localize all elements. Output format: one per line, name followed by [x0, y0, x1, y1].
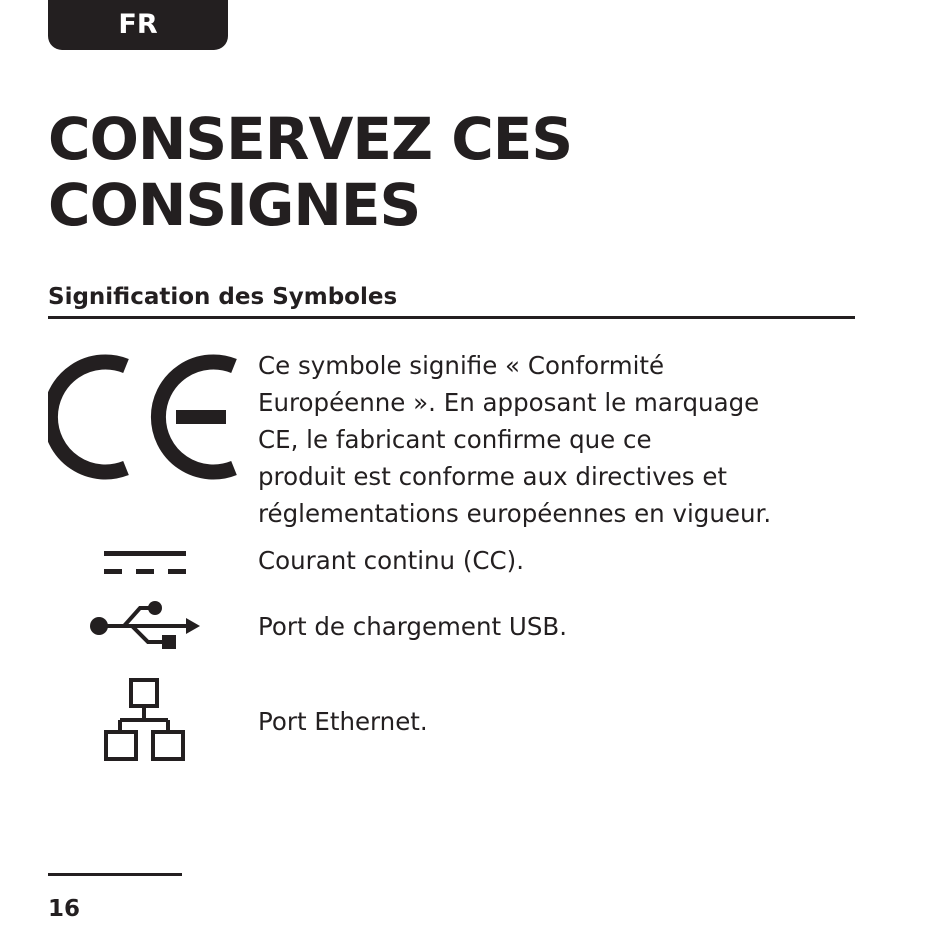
ce-description-line-4: produit est conforme aux directives et: [258, 462, 728, 491]
symbol-row-ce: [48, 348, 855, 533]
language-tab: [48, 0, 228, 50]
page-title: [48, 106, 908, 238]
ce-description: [258, 347, 858, 532]
ce-description-line-3: CE, le fabricant confirme que ce: [258, 425, 652, 454]
direct-current-description: Courant continu (CC).: [258, 546, 524, 575]
ce-mark-icon: [48, 352, 238, 482]
language-tab-label: FR: [118, 9, 158, 40]
ce-description-line-2: Européenne ». En apposant le marquage: [258, 388, 760, 417]
symbol-row-ethernet: [48, 676, 855, 766]
page-title-line-1: CONSERVEZ CES: [48, 105, 573, 173]
symbol-row-usb: [48, 598, 855, 658]
ce-description-line-1: Ce symbole signifie « Conformité: [258, 351, 665, 380]
ethernet-description: Port Ethernet.: [258, 707, 428, 736]
section-heading: Signification des Symboles: [48, 280, 855, 319]
usb-description: Port de chargement USB.: [258, 612, 567, 641]
footer-divider: [48, 873, 182, 876]
usb-icon: [88, 598, 208, 654]
direct-current-icon: [104, 548, 204, 588]
symbol-row-direct-current: [48, 540, 855, 585]
page-number: 16: [48, 896, 81, 922]
ethernet-icon: [103, 676, 193, 766]
ce-description-line-5: réglementations européennes en vigueur.: [258, 499, 772, 528]
page-title-line-2: CONSIGNES: [48, 171, 421, 239]
